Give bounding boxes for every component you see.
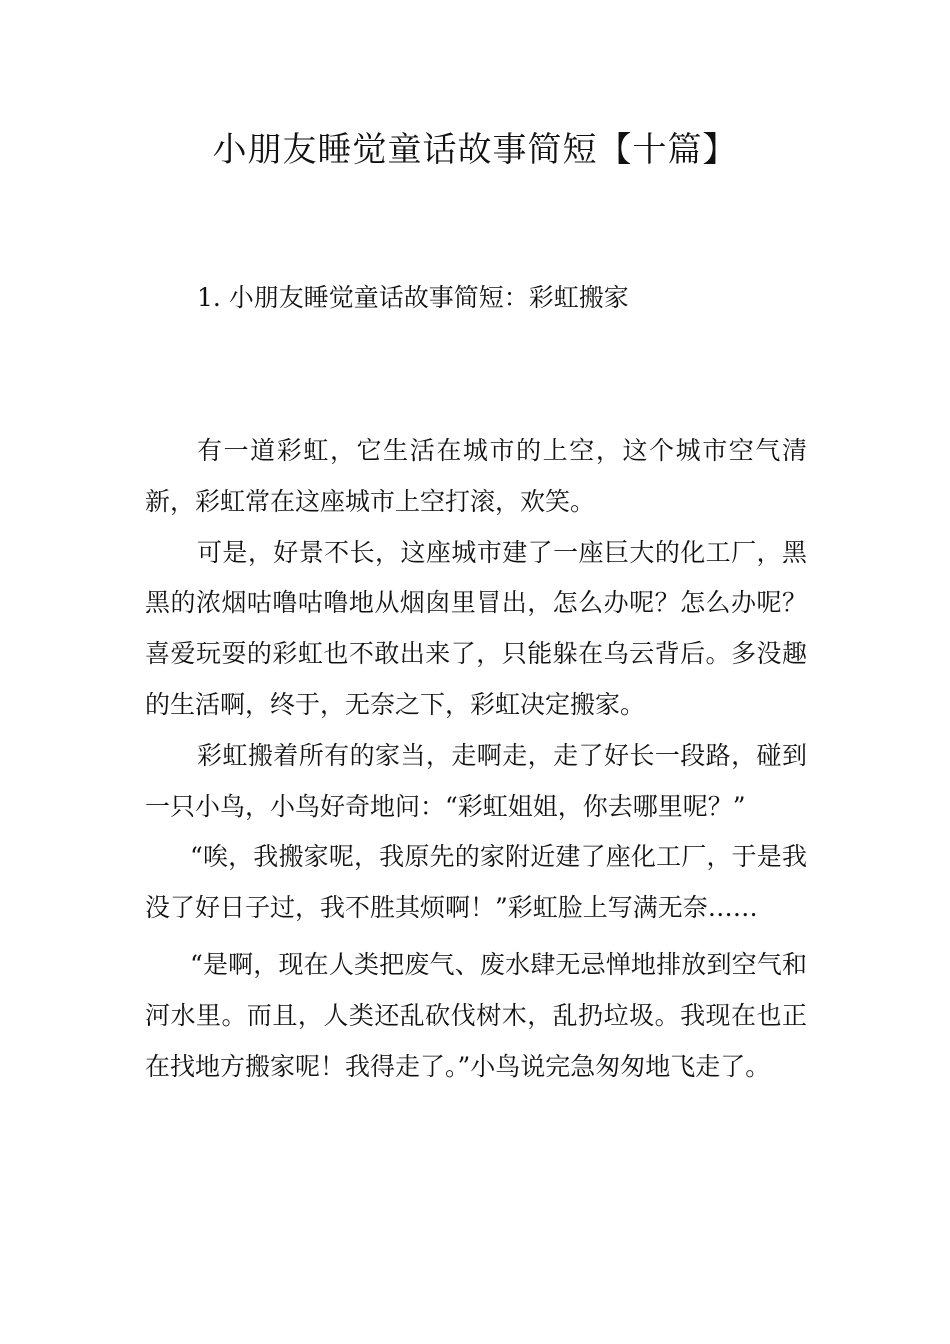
story-paragraph: “唉，我搬家呢，我原先的家附近建了座化工厂，于是我没了好日子过，我不胜其烦啊！”彩虹脸上写满无奈…… bbox=[145, 842, 807, 923]
story-paragraph: “是啊，现在人类把废气、废水肆无忌惮地排放到空气和河水里。而且，人类还乱砍伐树木，乱扔垃圾。我现在也正在找地方搬家呢！我得走了。”小鸟说完急匆匆地飞走了。 bbox=[145, 949, 807, 1081]
story-paragraph: 可是，好景不长，这座城市建了一座巨大的化工厂，黑黑的浓烟咕噜咕噜地从烟囱里冒出，怎么办呢？怎么办呢？喜爱玩耍的彩虹也不敢出来了，只能躲在乌云背后。多没趣的生活啊，终于，无奈之下，彩虹决定搬家。 bbox=[145, 537, 807, 719]
section-heading: 1. 小朋友睡觉童话故事简短：彩虹搬家 bbox=[197, 283, 629, 312]
story-paragraph: 有一道彩虹，它生活在城市的上空，这个城市空气清新，彩虹常在这座城市上空打滚，欢笑。 bbox=[145, 436, 807, 516]
document-title: 小朋友睡觉童话故事简短【十篇】 bbox=[212, 130, 738, 170]
story-body bbox=[145, 426, 807, 1092]
story-paragraph: 彩虹搬着所有的家当，走啊走，走了好长一段路，碰到一只小鸟，小鸟好奇地问：“彩虹姐姐，你去哪里呢？” bbox=[145, 740, 807, 821]
